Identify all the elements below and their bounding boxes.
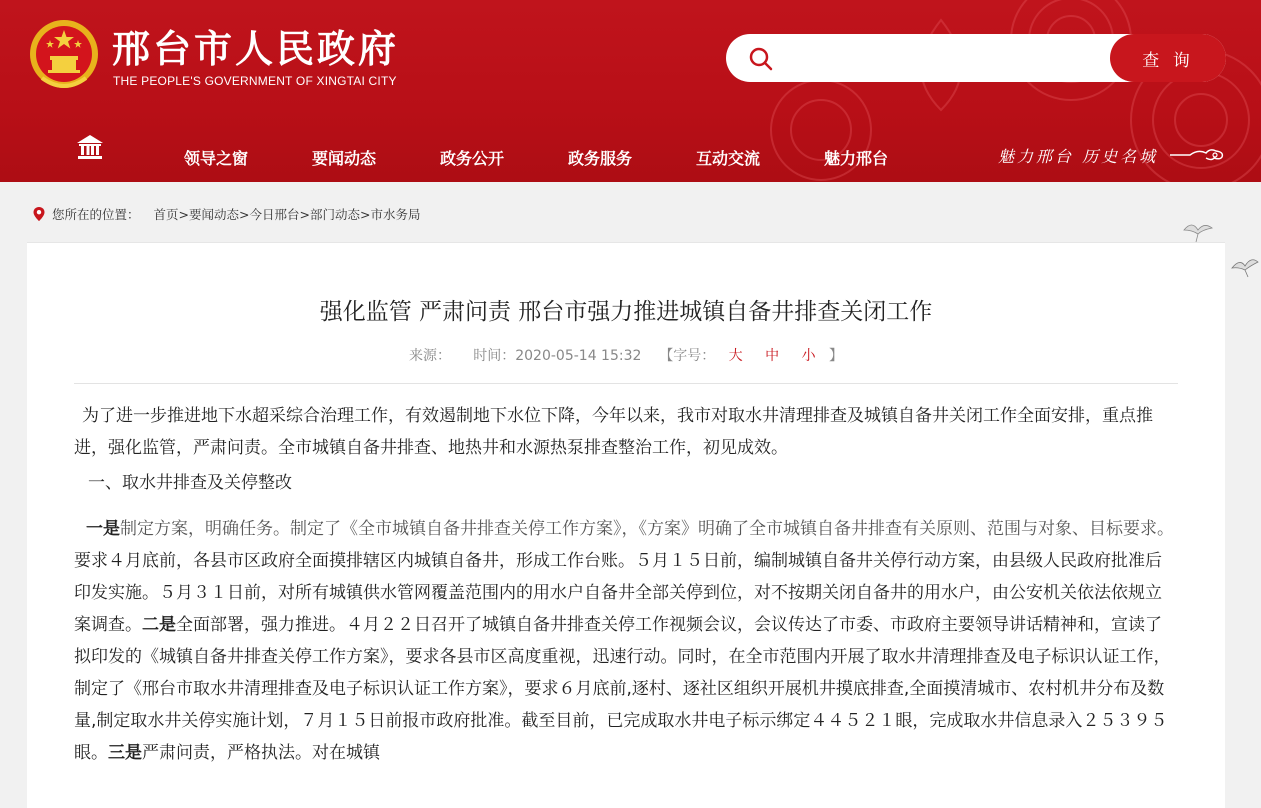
body-text: 要求４月底前，各县市区政府全面摸排辖区内城镇自备井，形成工作台账。５月１５日前，编制城镇自备井关停行动方案，由县级人民政府批准后印发实施。５月３１日前，对所有城镇供水管网覆盖范围内的用水户自备井全部关停到位，对不按期关闭自备井的用水户，由公安机关依法依规立案调查。 xyxy=(74,551,1162,635)
fontsize-prefix: 【字号： xyxy=(659,348,716,364)
main-nav xyxy=(0,130,1261,182)
breadcrumb-separator: > xyxy=(178,206,190,222)
search-button[interactable]: 查 询 xyxy=(1110,34,1226,82)
nav-item-interaction[interactable]: 互动交流 xyxy=(696,149,761,168)
crane-decoration xyxy=(1230,254,1260,278)
fontsize-large-button[interactable]: 大 xyxy=(728,348,743,364)
section-heading: 一、取水井排查及关停整改 xyxy=(88,473,292,493)
breadcrumb-home[interactable]: 首页 xyxy=(153,207,179,222)
site-header xyxy=(0,0,1261,182)
national-emblem-icon xyxy=(28,16,100,94)
nav-item-news[interactable]: 要闻动态 xyxy=(312,149,377,168)
crane-decoration xyxy=(1182,218,1214,244)
site-title: 邢台市人民政府 xyxy=(112,26,400,71)
breadcrumb-separator: > xyxy=(360,206,371,222)
publish-time: 时间：2020-05-14 15:32 xyxy=(473,348,642,364)
location-pin-icon xyxy=(32,206,46,222)
nav-item-leaders[interactable]: 领导之窗 xyxy=(184,149,249,168)
body-text: 严肃问责，严格执法。对在城镇 xyxy=(142,743,380,763)
breadcrumb-water-bureau[interactable]: 市水务局 xyxy=(370,207,421,222)
breadcrumb-news[interactable]: 要闻动态 xyxy=(189,207,240,222)
nav-item-charm[interactable]: 魅力邢台 xyxy=(824,149,889,168)
fontsize-small-button[interactable]: 小 xyxy=(801,348,816,364)
search-box xyxy=(726,34,1226,82)
fontsize-suffix: 】 xyxy=(829,348,844,364)
slogan: 魅力邢台 历史名城 xyxy=(998,147,1159,166)
point-label: 三是 xyxy=(108,743,142,763)
search-icon xyxy=(748,46,774,72)
breadcrumb-label: 您所在的位置： xyxy=(52,207,140,222)
nav-item-gov-affairs[interactable]: 政务公开 xyxy=(440,149,505,168)
body-text: 制定方案，明确任务。制定了《全市城镇自备井排查关停工作方案》，《方案》明确了全市城镇自备井排查有关原则、范围与对象、目标要求。 xyxy=(120,519,1174,539)
intro-paragraph: 为了进一步推进地下水超采综合治理工作，有效遏制地下水位下降，今年以来，我市对取水井清理排查及城镇自备井关闭工作全面安排，重点推进，强化监管，严肃问责。全市城镇自备井排查、地热井和水源热泵排查整治工作，初见成效。 xyxy=(74,406,1153,458)
auspicious-cloud-icon xyxy=(1168,146,1226,162)
home-icon[interactable] xyxy=(76,134,104,160)
article-panel xyxy=(27,242,1225,808)
breadcrumb-today-xingtai[interactable]: 今日邢台 xyxy=(249,207,300,222)
fontsize-medium-button[interactable]: 中 xyxy=(765,348,780,364)
article-meta xyxy=(27,345,1225,365)
body-text: 全面部署，强力推进。４月２２日召开了城镇自备井排查关停工作视频会议，会议传达了市委、市政府主要领导讲话精神和，宣读了拟印发的《城镇自备井排查关停工作方案》，要求各县市区高度重视，迅速行动。同时，在全市范围内开展了取水井清理排查及电子标识认证工作，制定了《邢台市取水井清理排查及电子标识认证工作方案》，要求６月底前,逐村、逐社区组织开展机井摸底排查,全面摸清城市、农村机井分布及数量,制定取水井关停实施计划，７月１５日前报市政府批准。截至目前，已完成取水井电子标示绑定４４５２１眼，完成取水井信息录入２５３９５眼。 xyxy=(74,615,1171,763)
breadcrumb xyxy=(32,204,421,224)
nav-item-services[interactable]: 政务服务 xyxy=(568,149,633,168)
point-label: 一是 xyxy=(86,519,120,539)
breadcrumb-dept-news[interactable]: 部门动态 xyxy=(310,207,361,222)
source-label: 来源： xyxy=(408,348,451,364)
site-subtitle: THE PEOPLE'S GOVERNMENT OF XINGTAI CITY xyxy=(113,74,397,88)
point-label: 二是 xyxy=(142,615,176,635)
article-title: 强化监管 严肃问责 邢台市强力推进城镇自备井排查关闭工作 xyxy=(319,299,933,325)
body-paragraph xyxy=(74,513,1178,769)
breadcrumb-separator: > xyxy=(299,206,311,222)
title-divider xyxy=(74,383,1178,384)
breadcrumb-separator: > xyxy=(239,206,250,222)
search-input[interactable] xyxy=(786,42,1096,74)
